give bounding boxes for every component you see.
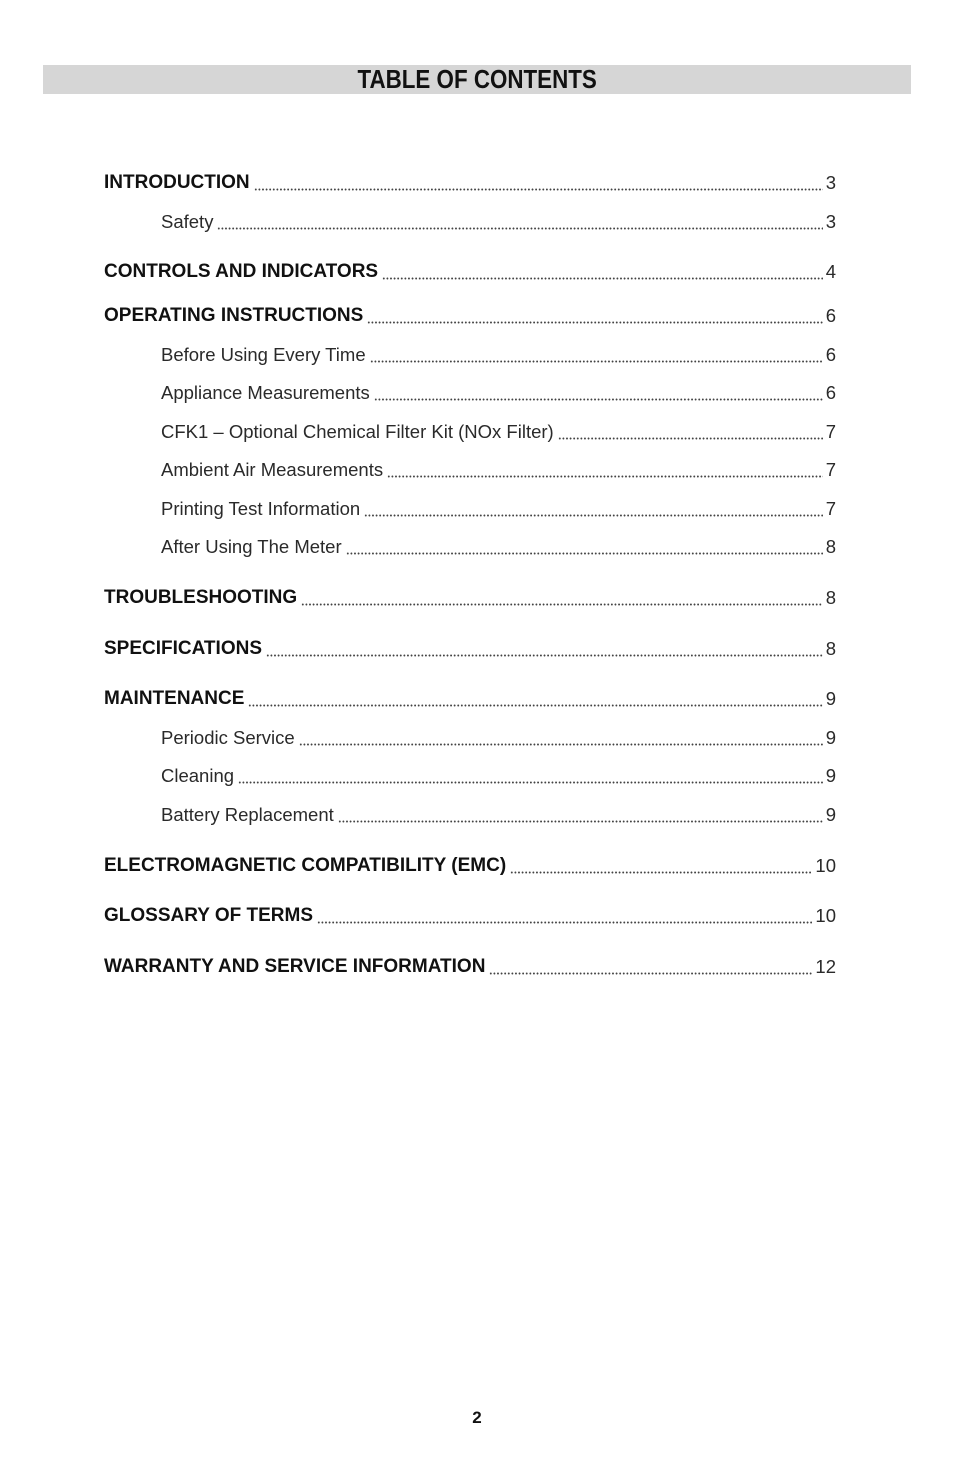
toc-entry-page: 7 xyxy=(825,421,836,442)
toc-entry-page: 6 xyxy=(825,382,836,403)
toc-entry-label: CONTROLS AND INDICATORS xyxy=(104,261,379,282)
toc-entry-label: INTRODUCTION xyxy=(104,172,250,193)
toc-entry-page: 6 xyxy=(825,344,836,365)
toc-entry-printing[interactable] xyxy=(161,494,836,520)
toc-entry-ambient-air[interactable] xyxy=(161,455,836,481)
page-title: TABLE OF CONTENTS xyxy=(357,64,597,94)
toc-entry-cfk1[interactable] xyxy=(161,417,836,443)
toc-entry-page: 8 xyxy=(825,536,836,557)
toc-entry-page: 10 xyxy=(815,905,836,926)
toc-entry-introduction[interactable] xyxy=(104,168,836,194)
toc-entry-label: CFK1 – Optional Chemical Filter Kit (NOx Filter) xyxy=(161,421,554,442)
toc-entry-cleaning[interactable] xyxy=(161,761,836,787)
toc-entry-page: 9 xyxy=(825,727,836,748)
dot-leader xyxy=(317,905,812,927)
toc-entry-maintenance[interactable] xyxy=(104,684,836,710)
dot-leader xyxy=(370,344,823,366)
dot-leader xyxy=(238,765,823,787)
toc-entry-label: SPECIFICATIONS xyxy=(104,638,262,659)
toc-entry-label: Appliance Measurements xyxy=(161,382,370,403)
dot-leader xyxy=(266,638,823,660)
dot-leader xyxy=(367,305,822,327)
toc-entry-troubleshooting[interactable] xyxy=(104,583,836,609)
toc-entry-label: Cleaning xyxy=(161,765,235,786)
toc-entry-page: 3 xyxy=(825,172,836,193)
toc-entry-label: WARRANTY AND SERVICE INFORMATION xyxy=(104,956,486,977)
dot-leader xyxy=(346,536,823,558)
toc-entry-page: 7 xyxy=(825,459,836,480)
toc-entry-page: 4 xyxy=(825,261,836,282)
dot-leader xyxy=(248,688,822,710)
toc-entry-emc[interactable] xyxy=(104,851,836,877)
toc-entry-page: 9 xyxy=(825,804,836,825)
toc-entry-appliance-measurements[interactable] xyxy=(161,378,836,404)
toc-entry-specifications[interactable] xyxy=(104,634,836,660)
page-number: 2 xyxy=(472,1408,482,1427)
toc-entry-battery-replacement[interactable] xyxy=(161,800,836,826)
toc-entry-label: Battery Replacement xyxy=(161,804,334,825)
toc-entry-label: MAINTENANCE xyxy=(104,688,245,709)
dot-leader xyxy=(254,172,823,194)
toc-entry-label: Ambient Air Measurements xyxy=(161,459,384,480)
toc-entry-page: 8 xyxy=(825,587,836,608)
dot-leader xyxy=(338,804,823,826)
toc-entry-periodic-service[interactable] xyxy=(161,723,836,749)
toc-entry-safety[interactable] xyxy=(161,207,836,233)
toc-entry-label: Printing Test Information xyxy=(161,498,361,519)
toc-entry-warranty[interactable] xyxy=(104,952,836,978)
toc-entry-label: GLOSSARY OF TERMS xyxy=(104,905,314,926)
toc-entry-page: 12 xyxy=(815,956,836,977)
toc-entry-label: ELECTROMAGNETIC COMPATIBILITY (EMC) xyxy=(104,855,507,876)
toc-entry-label: Safety xyxy=(161,211,214,232)
dot-leader xyxy=(217,211,822,233)
toc-entry-page: 7 xyxy=(825,498,836,519)
toc-entry-glossary[interactable] xyxy=(104,901,836,927)
toc-entry-label: Before Using Every Time xyxy=(161,344,366,365)
dot-leader xyxy=(299,727,823,749)
dot-leader xyxy=(382,261,823,283)
toc-entry-page: 9 xyxy=(825,688,836,709)
toc-entry-operating-instructions[interactable] xyxy=(104,301,836,327)
dot-leader xyxy=(558,421,823,443)
dot-leader xyxy=(374,382,823,404)
dot-leader xyxy=(364,498,823,520)
dot-leader xyxy=(387,459,823,481)
toc-entry-page: 8 xyxy=(825,638,836,659)
toc-entry-page: 3 xyxy=(825,211,836,232)
toc-entry-label: After Using The Meter xyxy=(161,536,342,557)
toc-entry-controls-and-indicators[interactable] xyxy=(104,257,836,283)
dot-leader xyxy=(489,956,812,978)
title-bar xyxy=(43,65,911,94)
toc-entry-label: TROUBLESHOOTING xyxy=(104,587,298,608)
dot-leader xyxy=(510,855,812,877)
toc-entry-page: 10 xyxy=(815,855,836,876)
toc-entry-page: 9 xyxy=(825,765,836,786)
toc-entry-before-using[interactable] xyxy=(161,340,836,366)
dot-leader xyxy=(301,587,823,609)
toc-entry-label: Periodic Service xyxy=(161,727,295,748)
toc-entry-after-using[interactable] xyxy=(161,532,836,558)
toc-entry-page: 6 xyxy=(825,305,836,326)
toc-entry-label: OPERATING INSTRUCTIONS xyxy=(104,305,364,326)
